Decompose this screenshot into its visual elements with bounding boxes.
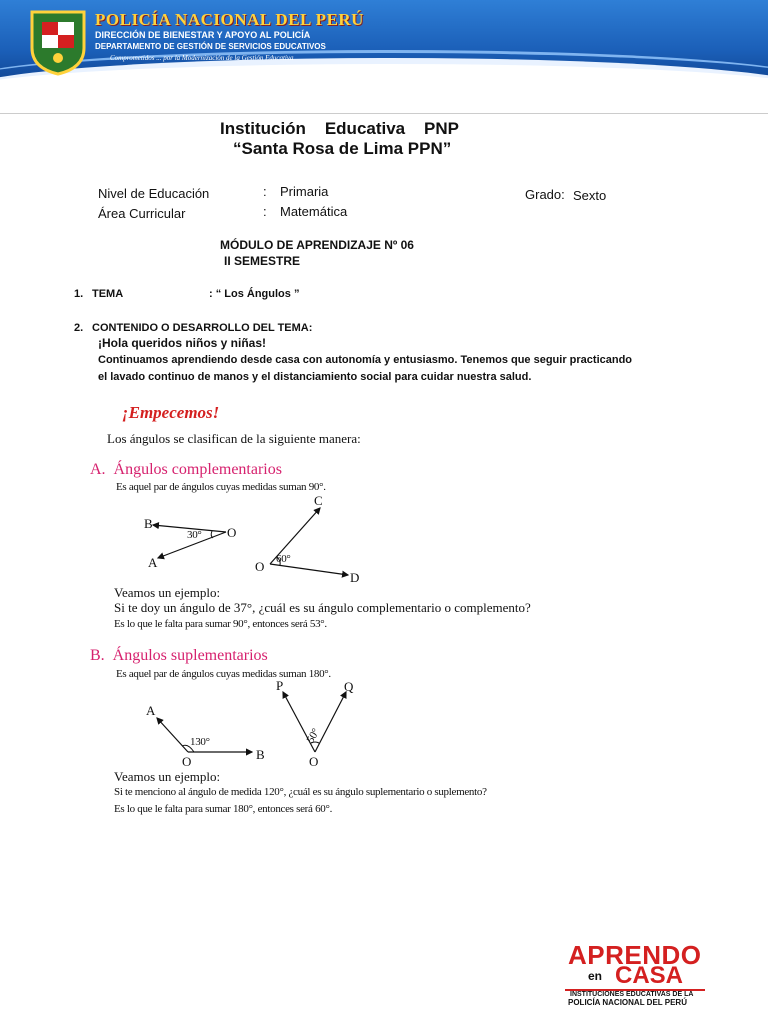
fig-b2-label-p: P (276, 678, 284, 693)
grado-label: Grado: (525, 187, 565, 202)
section-a-title: A. Ángulos complementarios (90, 461, 282, 478)
section-a-example-answer: Es lo que le falta para sumar 90°, entonces será 53°. (114, 618, 327, 630)
greeting: ¡Hola queridos niños y niñas! (98, 336, 267, 350)
logo-subtitle-2: POLICÍA NACIONAL DEL PERÚ (568, 998, 687, 1007)
fig-a1-label-a: A (148, 555, 158, 570)
fig-b2-vertex: O (309, 754, 319, 769)
aprendo-logo-en: en (588, 969, 603, 983)
area-sep: : (263, 204, 267, 219)
police-shield-icon (28, 8, 88, 76)
contenido-number: 2. (74, 322, 84, 334)
fig-b1-vertex: O (182, 754, 192, 769)
area-label: Área Curricular (98, 206, 186, 221)
header-divider (0, 113, 768, 114)
lesson-intro: Los ángulos se clasifican de la siguiente manera: (107, 431, 361, 446)
section-a-example-question: Si te doy un ángulo de 37°, ¿cuál es su ángulo complementario o complemento? (114, 600, 531, 615)
nivel-label: Nivel de Educación (98, 186, 210, 201)
section-b-example-heading: Veamos un ejemplo: (114, 769, 221, 784)
section-b-title: B. Ángulos suplementarios (90, 647, 268, 664)
intro-paragraph-line1: Continuamos aprendiendo desde casa con autonomía y entusiasmo. Tenemos que seguir practicando (98, 354, 633, 366)
section-b-example-question: Si te menciono al ángulo de medida 120°, ¿cuál es su ángulo suplementario o suplemento? (114, 786, 487, 798)
ray-oq (315, 692, 346, 752)
fig-b2-label-q: Q (344, 679, 354, 694)
fig-a1-vertex: O (227, 525, 237, 540)
section-b-definition: Es aquel par de ángulos cuyas medidas suman 180°. (116, 668, 331, 680)
ray-od (270, 564, 348, 575)
aprendo-logo-casa: CASA (615, 962, 684, 989)
fig-b1-label-b: B (256, 747, 265, 762)
grado-value: Sexto (573, 188, 607, 203)
module-semester: II SEMESTRE (224, 254, 301, 268)
nivel-value: Primaria (280, 184, 329, 199)
fig-a2-vertex: O (255, 559, 265, 574)
fig-a2-label-c: C (314, 493, 323, 508)
fig-b2-angle: 50° (304, 726, 323, 746)
tema-value: : “ Los Ángulos ” (209, 288, 300, 300)
supplementary-angles-figure (140, 680, 370, 765)
section-a-definition: Es aquel par de ángulos cuyas medidas suman 90°. (116, 481, 326, 493)
school-name-line1: Institución Educativa PNP (220, 119, 459, 138)
nivel-sep: : (263, 184, 267, 199)
school-name-line2: “Santa Rosa de Lima PPN” (233, 139, 452, 158)
intro-paragraph-line2: el lavado continuo de manos y el distanciamiento social para cuidar nuestra salud. (98, 371, 532, 383)
fig-b1-angle: 130° (190, 736, 210, 748)
area-value: Matemática (280, 204, 348, 219)
tema-label: TEMA (92, 288, 124, 300)
module-title: MÓDULO DE APRENDIZAJE Nº 06 (220, 238, 414, 252)
banner-slogan: Comprometidos ... por la Modernización de la Gestión Educativa (110, 54, 294, 62)
section-a-example-heading: Veamos un ejemplo: (114, 585, 221, 600)
logo-subtitle-1: INSTITUCIONES EDUCATIVAS DE LA (570, 991, 694, 998)
fig-b1-label-a: A (146, 703, 156, 718)
aprendo-logo-word: APRENDO (568, 940, 702, 970)
contenido-label: CONTENIDO O DESARROLLO DEL TEMA: (92, 322, 313, 334)
section-b-example-answer: Es lo que le falta para sumar 180°, entonces será 60°. (114, 803, 333, 815)
fig-a1-angle: 30° (187, 529, 202, 541)
ray-oa-b (157, 718, 188, 752)
tema-number: 1. (74, 288, 84, 300)
banner-subtitle-1: DIRECCIÓN DE BIENESTAR Y APOYO AL POLICÍA (95, 30, 311, 40)
fig-a1-label-b: B (144, 516, 153, 531)
fig-a2-label-d: D (350, 570, 360, 585)
header-banner (0, 0, 768, 92)
start-heading: ¡Empecemos! (122, 403, 220, 422)
banner-title: POLICÍA NACIONAL DEL PERÚ (95, 10, 364, 29)
fig-a2-angle: 60° (276, 553, 291, 565)
banner-subtitle-2: DEPARTAMENTO DE GESTIÓN DE SERVICIOS EDUCATIVOS (95, 42, 326, 51)
